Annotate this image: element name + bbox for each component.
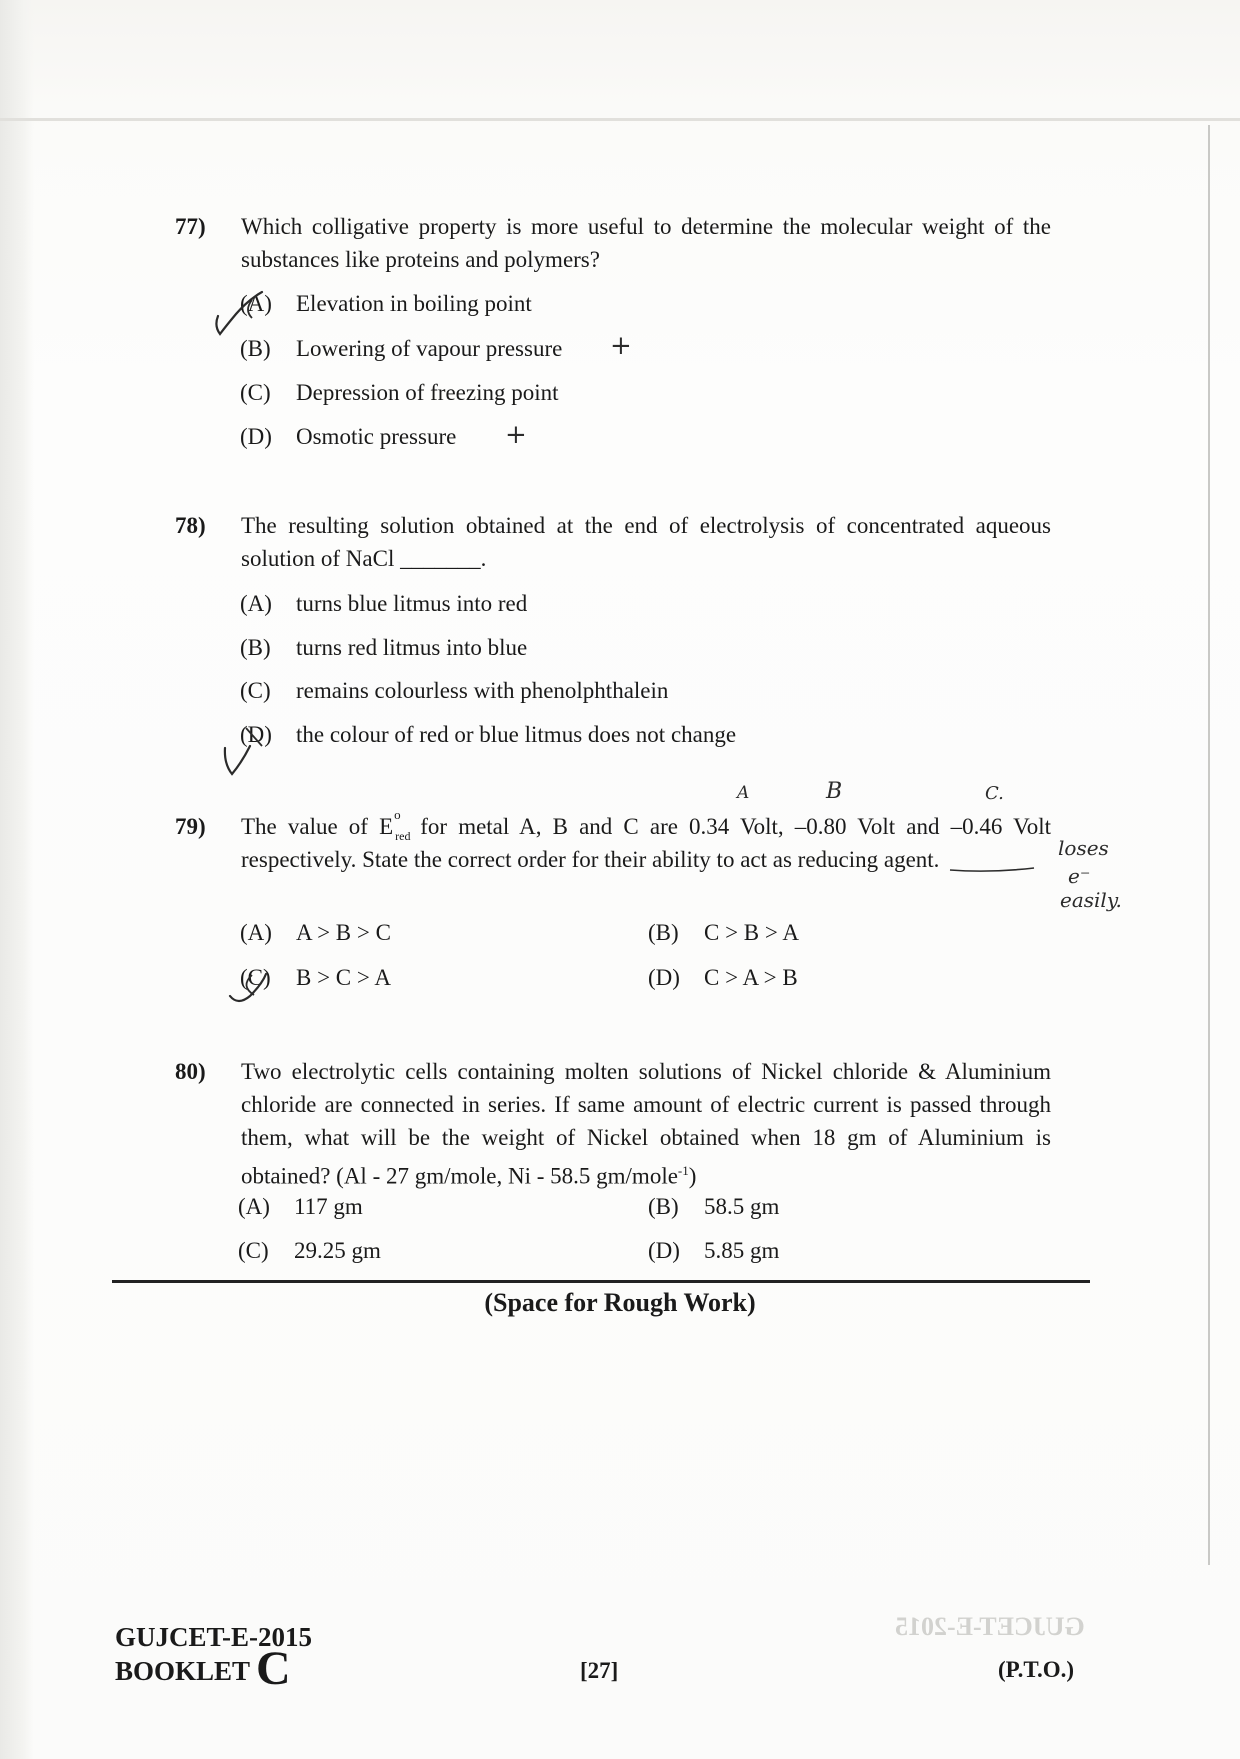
hand-label-a: A (737, 783, 750, 803)
option-text: the colour of red or blue litmus does not change (296, 722, 737, 747)
hand-plus-77d: + (505, 420, 527, 450)
option-text: remains colourless with phenolphthalein (296, 678, 669, 703)
option-text: turns blue litmus into red (296, 591, 528, 616)
option-text: 58.5 gm (704, 1194, 780, 1219)
option-text: C > B > A (704, 920, 799, 945)
option-label: (C) (240, 965, 271, 990)
option-label: (A) (240, 291, 272, 316)
red-sub: red (395, 829, 411, 843)
option-text: A > B > C (296, 920, 391, 945)
hand-label-b: B (826, 779, 843, 804)
option-label: (C) (238, 1238, 269, 1263)
question-number: 77) (175, 214, 206, 239)
option-text: Osmotic pressure (296, 424, 457, 449)
exam-code: GUJCET-E-2015 (115, 1622, 313, 1652)
option-label: (A) (240, 920, 272, 945)
question-text-rest: for metal A, B and C are 0.34 Volt, –0.80 Volt and –0.46 Volt respectively. State the correct order for their ability to act as reducing agent. (241, 814, 1052, 872)
option-text: B > C > A (296, 965, 391, 990)
booklet-id (115, 1642, 291, 1695)
underline-reducing (950, 868, 1034, 871)
question-text-body: Two electrolytic cells containing molten solutions of Nickel chloride & Aluminium chloride are connected in series. If same amount of electric current is passed through them, what will be the weight of Nickel obtained when 18 gm of Aluminium is obtained? (Al - 27 gm/mole, Ni - 58.5 gm/mole (241, 1059, 1051, 1189)
booklet-letter: C (256, 1642, 291, 1695)
option-label: (D) (240, 424, 272, 449)
hand-label-c: C. (985, 783, 1004, 804)
tick-78d (225, 746, 250, 774)
hand-note-line-1: loses (1058, 836, 1109, 860)
tick-79c (230, 974, 266, 1001)
option-text: C > A > B (704, 965, 798, 990)
hand-note-line-2: e⁻ (1068, 864, 1091, 888)
option-label: (B) (648, 920, 679, 945)
option-label: (D) (648, 965, 680, 990)
option-label: (D) (648, 1238, 680, 1263)
unit-exponent: -1 (677, 1163, 689, 1178)
option-text: Elevation in boiling point (296, 291, 532, 316)
page-number: [27] (580, 1658, 619, 1683)
hand-plus-77b: + (610, 331, 632, 361)
tick-77a (216, 292, 262, 334)
please-turn-over: (P.T.O.) (998, 1657, 1075, 1682)
rough-work-heading: (Space for Rough Work) (484, 1288, 756, 1317)
option-text: Lowering of vapour pressure (296, 336, 563, 361)
question-text-end: ) (688, 1163, 697, 1189)
option-label: (A) (238, 1194, 270, 1219)
question-number: 80) (175, 1059, 206, 1084)
option-text: 5.85 gm (704, 1238, 780, 1263)
standard-sup: o (394, 807, 401, 822)
option-text: Depression of freezing point (296, 380, 559, 405)
show-through-footer (895, 1610, 1085, 1644)
option-label: (D) (240, 722, 272, 747)
option-text: 29.25 gm (294, 1238, 381, 1263)
option-label: (C) (240, 678, 271, 703)
show-through-code: GUJCET-E-2015 (895, 1612, 1085, 1641)
option-label: (B) (648, 1194, 679, 1219)
question-number: 79) (175, 814, 206, 839)
question-text: The resulting solution obtained at the end of electrolysis of concentrated aqueous solution of NaCl _______. (241, 513, 1051, 571)
question-text: Which colligative property is more useful to determine the molecular weight of the substances like proteins and polymers? (241, 214, 1051, 272)
option-label: (C) (240, 380, 271, 405)
hand-note-line-3: easily. (1060, 888, 1122, 912)
slash-78d (246, 728, 262, 746)
booklet-label: BOOKLET (115, 1656, 251, 1686)
question-number: 78) (175, 513, 206, 538)
option-label: (A) (240, 591, 272, 616)
option-text: turns red litmus into blue (296, 635, 528, 660)
option-label: (B) (240, 635, 271, 660)
option-text: 117 gm (294, 1194, 363, 1219)
option-label: (B) (240, 336, 271, 361)
question-text-start: The value of E (241, 814, 394, 839)
